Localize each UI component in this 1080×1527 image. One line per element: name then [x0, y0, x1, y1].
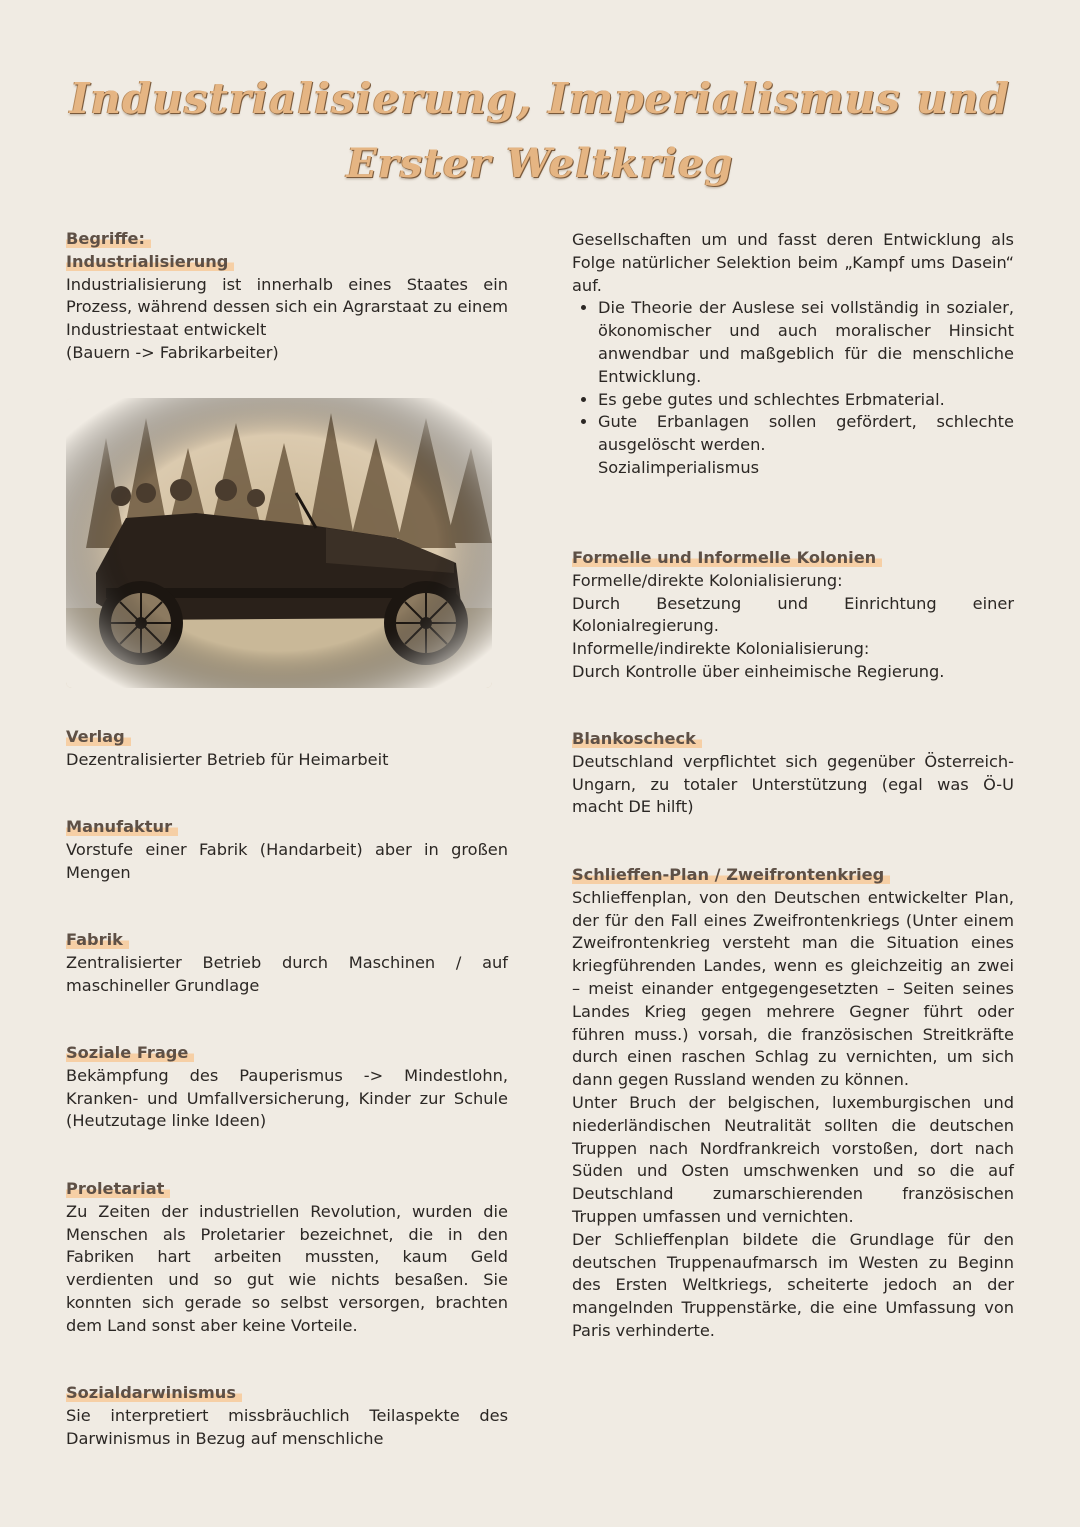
heading-blankoscheck: Blankoscheck [572, 728, 702, 751]
bullet-item: • Die Theorie der Auslese sei vollständig in sozialer, ökonomischer und auch moralischer Hinsicht anwendbar und maßgeblich für die menschliche Entwicklung. [598, 297, 1014, 388]
text-informell: Durch Kontrolle über einheimische Regierung. [572, 661, 945, 681]
section-soziale-frage [66, 1042, 508, 1133]
section-proletariat [66, 1178, 508, 1338]
heading-manufaktur: Manufaktur [66, 816, 178, 839]
heading-verlag: Verlag [66, 726, 131, 749]
bullet-item: • Es gebe gutes und schlechtes Erbmaterial. [598, 389, 1014, 412]
section-verlag [66, 726, 508, 772]
heading-kolonien: Formelle und Informelle Kolonien [572, 547, 882, 570]
bullet-list [572, 297, 1014, 457]
page-title-line-1: Industrialisierung, Imperialismus und [69, 74, 1011, 123]
label-formell: Formelle/direkte Kolonialisierung: [572, 570, 843, 590]
historical-car-photo [66, 398, 492, 688]
text-industrialisierung: Industrialisierung ist innerhalb eines Staates ein Prozess, während dessen sich ein Agrarstaat zu einem Industriestaat entwickelt [66, 274, 508, 340]
bullet-item: • Gute Erbanlagen sollen gefördert, schlechte ausgelöscht werden. [598, 411, 1014, 457]
text-soziale-frage: Bekämpfung des Pauperismus -> Mindestlohn, Kranken- und Umfallversicherung, Kinder zur Schule (Heutzutage linke Ideen) [66, 1065, 508, 1131]
text-schlieffen-1: Schlieffenplan, von den Deutschen entwickelter Plan, der für den Fall eines Zweifrontenkriegs (Unter einem Zweifrontenkrieg versteht man die Situation eines kriegführenden Landes, wenn es gleichzeitig an zwei – meist einander entgegengesetzten – Seiten seines Landes Krieg gegen mehrere Gegner führt oder führen muss.) vorsah, die französischen Streitkräfte durch einen raschen Schlag zu vernichten, um sich dann gegen Russland wenden zu können. [572, 887, 1014, 1090]
text-schlieffen-3: Der Schlieffenplan bildete die Grundlage für den deutschen Truppenaufmarsch im Westen zu Beginn des Ersten Weltkriegs, scheiterte jedoch an der mangelnden Truppenstärke, die eine Umfassung von Paris verhinderte. [572, 1229, 1014, 1340]
text-manufaktur: Vorstufe einer Fabrik (Handarbeit) aber in großen Mengen [66, 839, 508, 882]
text-verlag: Dezentralisierter Betrieb für Heimarbeit [66, 749, 389, 769]
heading-schlieffen: Schlieffen-Plan / Zweifrontenkrieg [572, 864, 890, 887]
text-sozialdarwinismus: Sie interpretiert missbräuchlich Teilaspekte des Darwinismus in Bezug auf menschliche [66, 1405, 508, 1448]
section-blankoscheck [572, 728, 1014, 819]
begriffe-label: Begriffe: [66, 228, 151, 251]
text-proletariat: Zu Zeiten der industriellen Revolution, wurden die Menschen als Proletarier bezeichnet, die in den Fabriken hart arbeiten mussten, kaum Geld verdienten und so gut wie nichts besaßen. Sie konnten sich gerade so selbst versorgen, brachten dem Land sonst aber keine Vorteile. [66, 1201, 508, 1335]
text-blankoscheck: Deutschland verpflichtet sich gegenüber Österreich-Ungarn, zu totaler Unterstützung (egal was Ö-U macht DE hilft) [572, 751, 1014, 817]
text-schlieffen-2: Unter Bruch der belgischen, luxemburgischen und niederländischen Neutralität sollten die deutschen Truppen nach Nordfrankreich vorstoßen, dort nach Süden und Osten umschwenken und so die auf Deutschland zumarschierenden französischen Truppen umfassen und vernichten. [572, 1092, 1014, 1226]
heading-proletariat: Proletariat [66, 1178, 170, 1201]
label-informell: Informelle/indirekte Kolonialisierung: [572, 639, 870, 659]
heading-sozialdarwinismus: Sozialdarwinismus [66, 1382, 242, 1405]
heading-industrialisierung: Industrialisierung [66, 251, 234, 274]
section-sozialdarwinismus [66, 1382, 508, 1450]
text-sozialimperialismus: Sozialimperialismus [598, 457, 760, 477]
page-title-line-2: Erster Weltkrieg [346, 140, 734, 187]
section-sozialdarwinismus-continued [572, 229, 1014, 480]
heading-soziale-frage: Soziale Frage [66, 1042, 194, 1065]
heading-fabrik: Fabrik [66, 929, 129, 952]
section-fabrik [66, 929, 508, 997]
text-sozialdarwinismus-continued: Gesellschaften um und fasst deren Entwicklung als Folge natürlicher Selektion beim „Kampf ums Dasein“ auf. [572, 230, 1014, 295]
section-schlieffen [572, 864, 1014, 1343]
section-manufaktur [66, 816, 508, 884]
section-kolonien [572, 547, 1014, 684]
note-industrialisierung: (Bauern -> Fabrikarbeiter) [66, 342, 279, 362]
left-column [66, 228, 508, 365]
text-formell: Durch Besetzung und Einrichtung einer Kolonialregierung. [572, 593, 1014, 636]
text-fabrik: Zentralisierter Betrieb durch Maschinen / auf maschineller Grundlage [66, 952, 508, 995]
